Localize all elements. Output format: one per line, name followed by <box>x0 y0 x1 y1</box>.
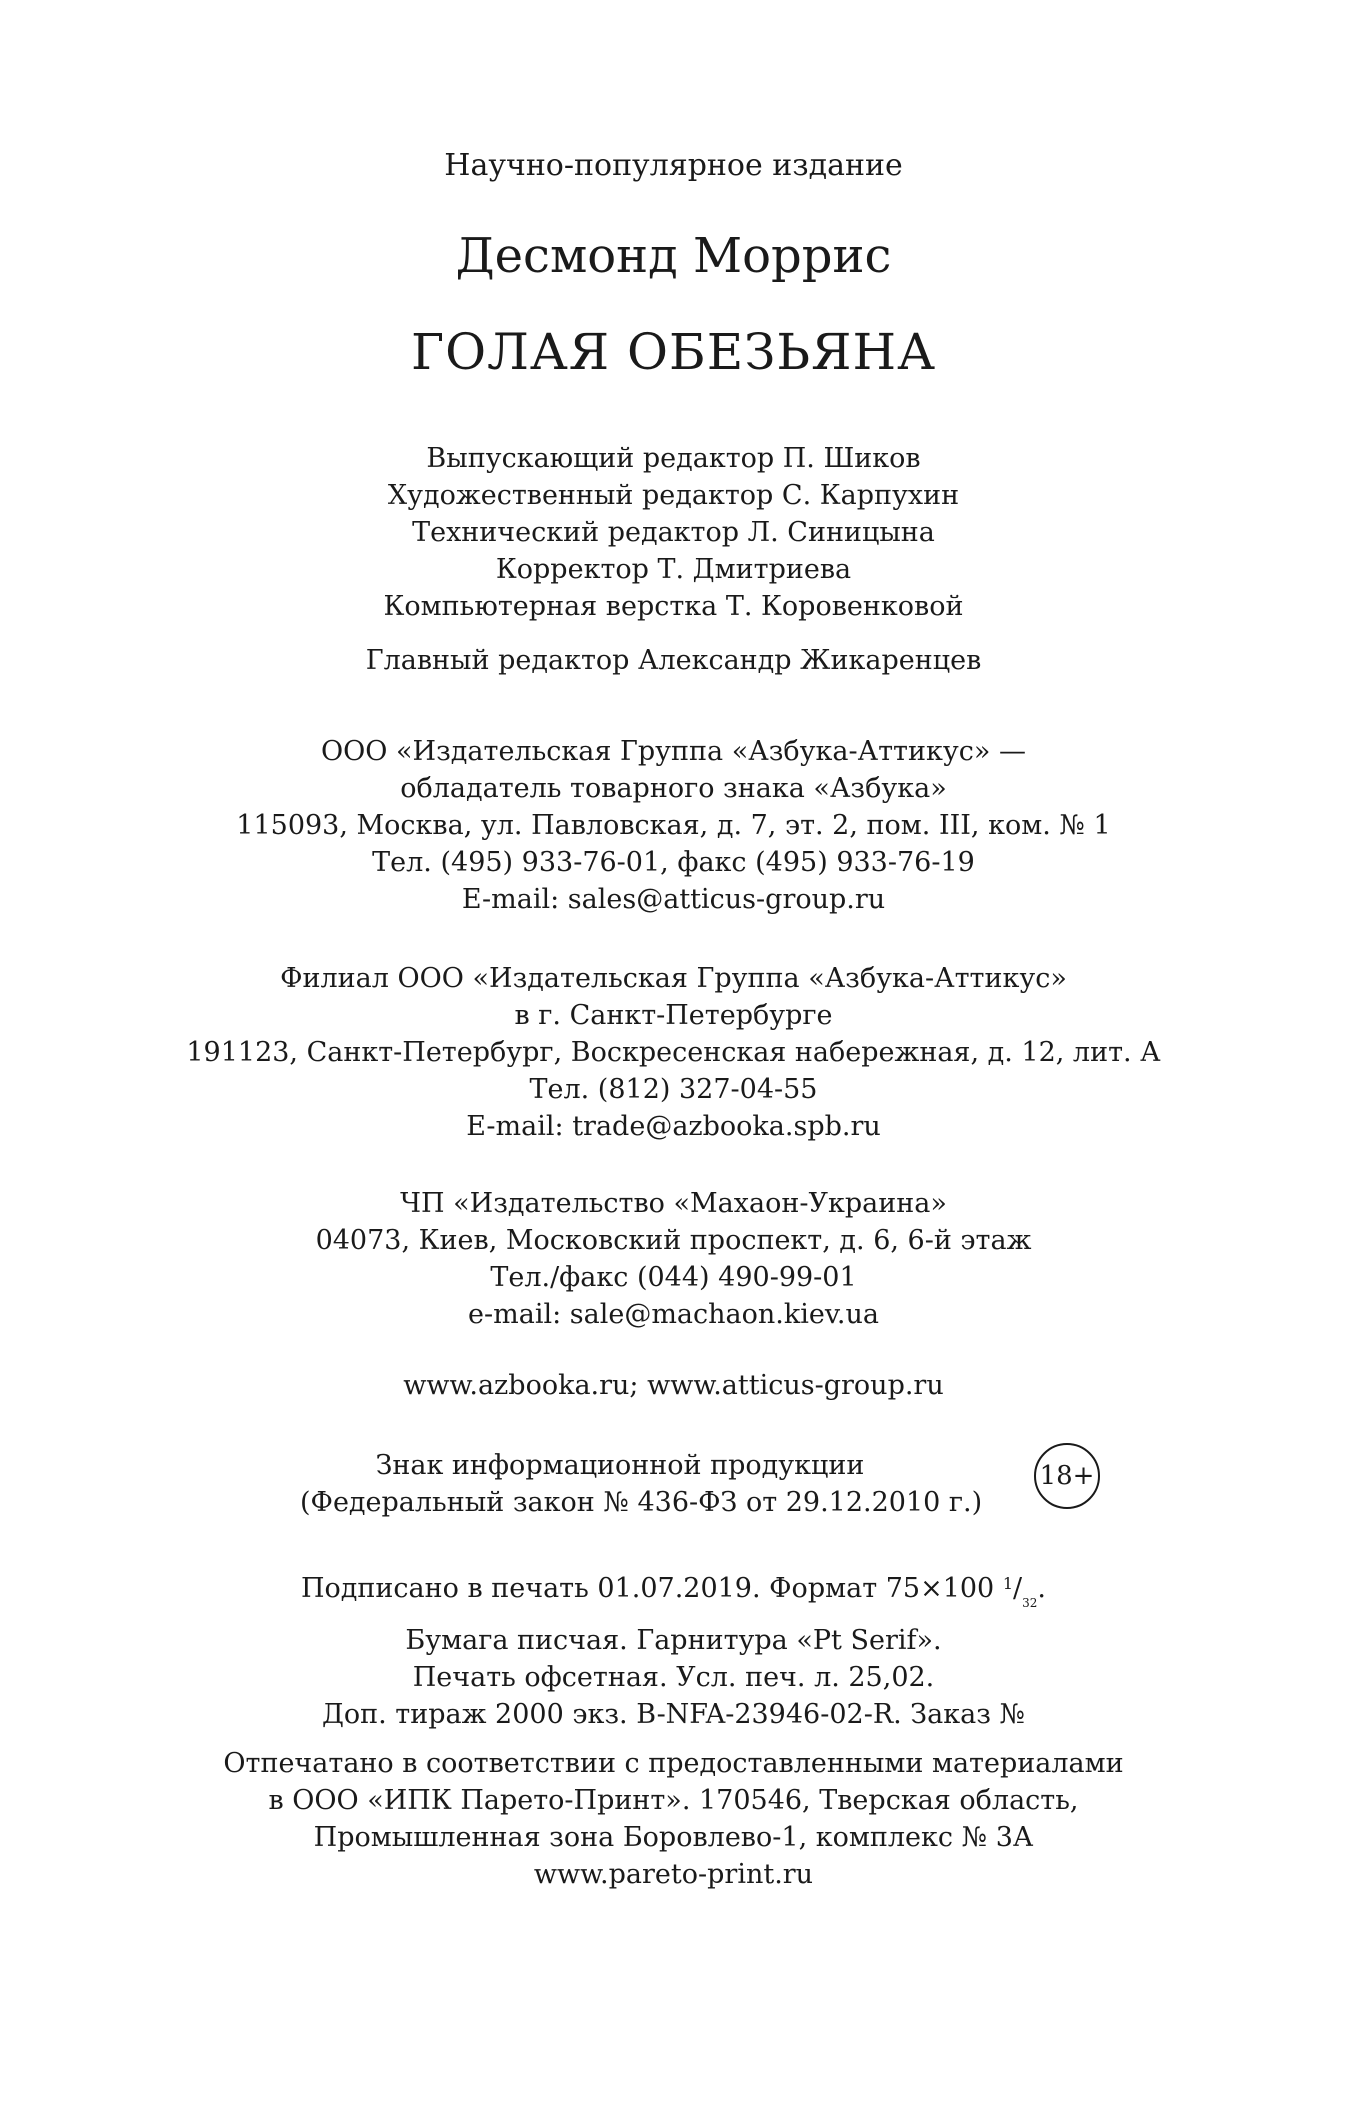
publisher-email: E-mail: sales@atticus-group.ru <box>461 884 886 915</box>
publisher-address: 115093, Москва, ул. Павловская, д. 7, эт. 2, пом. III, ком. № 1 <box>236 810 1111 841</box>
branch-line: в г. Санкт-Петербурге <box>514 1000 833 1031</box>
branch-info <box>0 960 1347 1145</box>
staff-line: Технический редактор Л. Синицына <box>412 517 935 548</box>
book-title: ГОЛАЯ ОБЕЗЬЯНА <box>411 323 936 381</box>
staff-line: Выпускающий редактор П. Шиков <box>426 443 921 474</box>
branch-phone: Тел. (812) 327-04-55 <box>529 1074 818 1105</box>
ukraine-line: ЧП «Издательство «Махаон-Украина» <box>400 1188 947 1219</box>
publisher-line: обладатель товарного знака «Азбука» <box>400 773 947 804</box>
info-sign-line: Знак информационной продукции <box>375 1450 865 1481</box>
staff-line: Художественный редактор С. Карпухин <box>387 480 960 511</box>
format-period: . <box>1037 1573 1046 1604</box>
info-sign-law: (Федеральный закон № 436-ФЗ от 29.12.2010 г.) <box>300 1487 983 1518</box>
author-name: Десмонд Моррис <box>455 228 892 284</box>
print-info <box>0 1565 1347 1733</box>
ukraine-email: e-mail: sale@machaon.kiev.ua <box>468 1299 879 1330</box>
info-sign <box>300 1447 983 1521</box>
format-fraction-denominator: 32 <box>1022 1596 1038 1610</box>
branch-address: 191123, Санкт-Петербург, Воскресенская набережная, д. 12, лит. А <box>186 1037 1161 1068</box>
printer-info <box>0 1745 1347 1893</box>
branch-line: Филиал ООО «Издательская Группа «Азбука-Аттикус» <box>280 963 1067 994</box>
ukraine-info <box>0 1185 1347 1333</box>
publisher-info <box>0 733 1347 918</box>
publisher-line: ООО «Издательская Группа «Азбука-Аттикус» — <box>321 736 1026 767</box>
format-fraction-numerator: 1 <box>1002 1574 1014 1593</box>
age-rating-badge: 18+ <box>1034 1443 1100 1509</box>
publisher-phone: Тел. (495) 933-76-01, факс (495) 933-76-19 <box>372 847 975 878</box>
printer-line: Отпечатано в соответствии с предоставленными материалами <box>223 1748 1124 1779</box>
ukraine-phone: Тел./факс (044) 490-99-01 <box>490 1262 857 1293</box>
ukraine-address: 04073, Киев, Московский проспект, д. 6, 6-й этаж <box>315 1225 1032 1256</box>
branch-email: E-mail: trade@azbooka.spb.ru <box>466 1111 881 1142</box>
chief-editor: Главный редактор Александр Жикаренцев <box>365 645 982 676</box>
printing-line: Печать офсетная. Усл. печ. л. 25,02. <box>412 1662 935 1693</box>
websites: www.azbooka.ru; www.atticus-group.ru <box>403 1370 944 1401</box>
staff-line: Корректор Т. Дмитриева <box>495 554 852 585</box>
genre-label: Научно-популярное издание <box>444 148 903 183</box>
format-fraction-slash: / <box>1013 1573 1023 1604</box>
printer-line: Промышленная зона Боровлево-1, комплекс № 3А <box>313 1822 1034 1853</box>
circulation-line: Доп. тираж 2000 экз. B-NFA-23946-02-R. Заказ № <box>321 1699 1026 1730</box>
printer-line: в ООО «ИПК Парето-Принт». 170546, Тверская область, <box>268 1785 1079 1816</box>
staff-line: Компьютерная верстка Т. Коровенковой <box>383 591 964 622</box>
printer-website: www.pareto-print.ru <box>533 1859 814 1890</box>
editorial-staff <box>0 440 1347 625</box>
print-format-text: Подписано в печать 01.07.2019. Формат 75×100 <box>301 1573 995 1604</box>
paper-line: Бумага писчая. Гарнитура «Pt Serif». <box>405 1625 942 1656</box>
print-format-line <box>0 1565 1347 1622</box>
